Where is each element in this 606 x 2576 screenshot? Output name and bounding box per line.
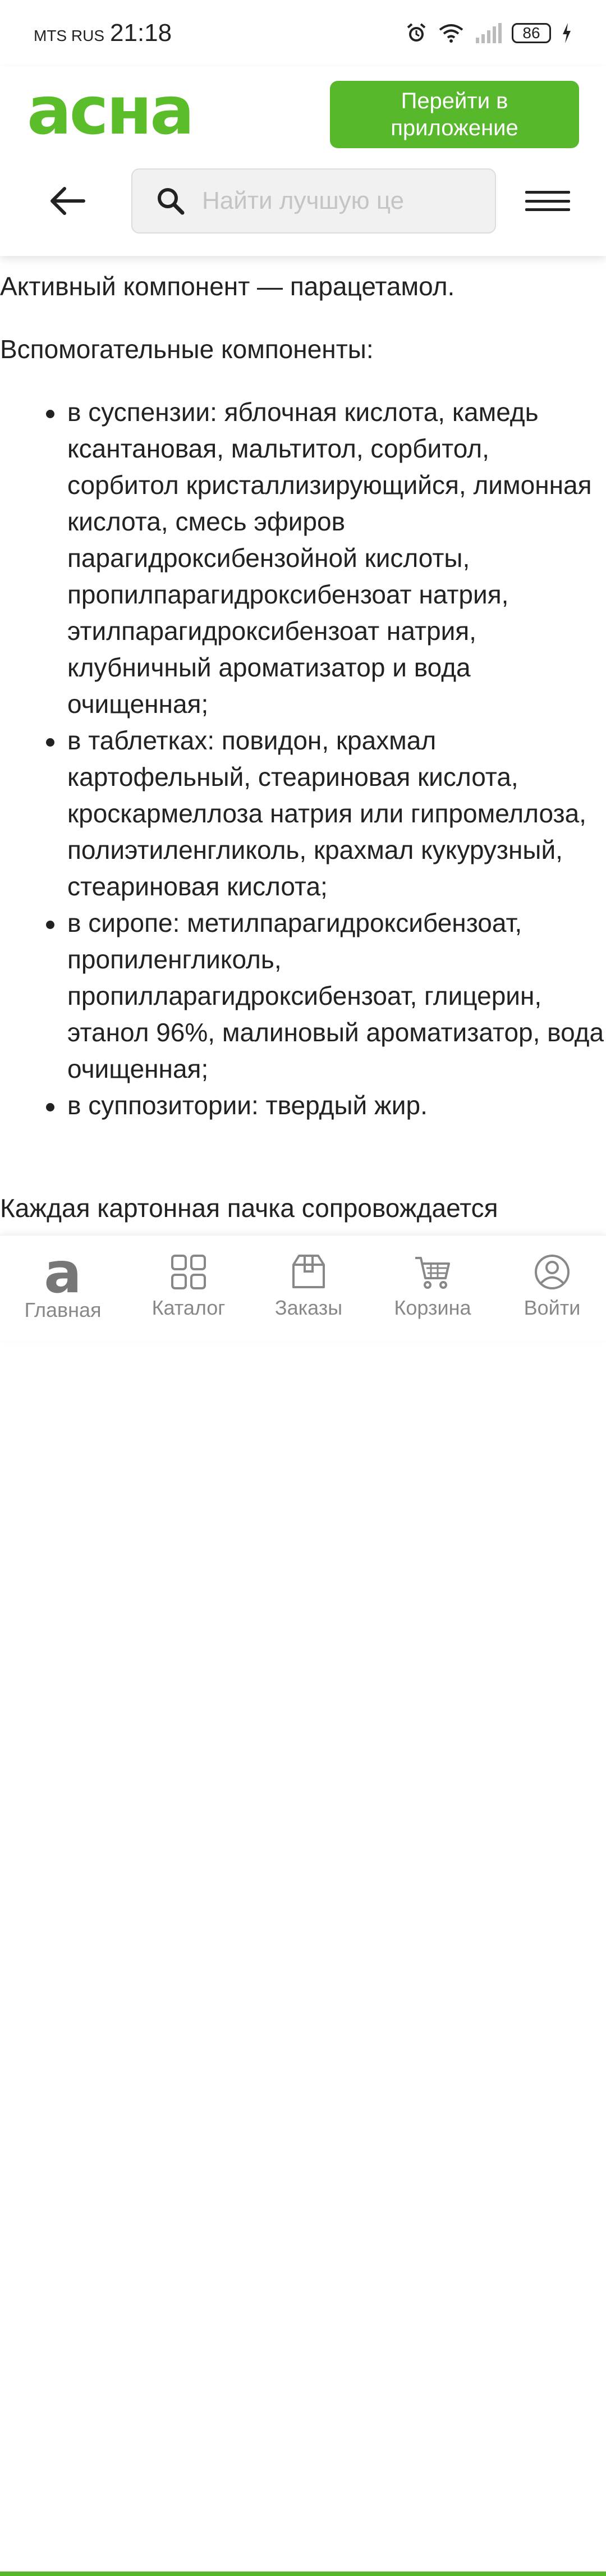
search-input[interactable]	[201, 186, 439, 216]
menu-line	[525, 208, 570, 211]
carrier-name: MTS RUS	[34, 27, 104, 44]
auxiliary-heading: Вспомогательные компоненты:	[0, 335, 374, 364]
hamburger-menu-button[interactable]	[525, 185, 570, 217]
package-text: Каждая картонная пачка сопровождается	[0, 1193, 498, 1223]
alarm-icon	[405, 22, 428, 44]
status-bar	[0, 0, 606, 66]
auxiliary-components-list	[0, 394, 606, 1124]
list-item: в суспензии: яблочная кислота, камедь ксантановая, мальтитол, сорбитол, сорбитол кристаллизирующийся, лимонная кислота, смесь эфиров парагидроксибензойной кислоты, пропилпарагидроксибензоат натрия, этилпарагидроксибензоат натрия, клубничный ароматизатор и вода очищенная;	[67, 394, 606, 722]
user-icon	[532, 1252, 572, 1292]
nav-home-label: Главная	[24, 1298, 102, 1321]
nav-catalog[interactable]	[138, 1252, 239, 1320]
list-item: в таблетках: повидон, крахмал картофельный, стеариновая кислота, кроскармеллоза натрия или гипромеллоза, полиэтиленгликоль, крахмал кукурузный, стеариновая кислота;	[67, 722, 606, 905]
nav-home[interactable]	[12, 1240, 113, 1322]
nav-catalog-label: Каталог	[152, 1296, 226, 1319]
signal-icon	[475, 22, 502, 44]
status-left	[34, 19, 172, 47]
nav-login-label: Войти	[524, 1296, 581, 1319]
menu-line	[525, 200, 570, 203]
status-icons	[405, 22, 572, 44]
list-item: в суппозитории: твердый жир.	[67, 1087, 606, 1124]
clock: 21:18	[110, 19, 172, 47]
box-icon	[289, 1252, 328, 1292]
grid-icon	[169, 1252, 208, 1292]
home-logo-icon: а	[44, 1240, 82, 1306]
accent-strip	[0, 2572, 606, 2576]
composition-section	[0, 256, 606, 1235]
open-app-button[interactable]: Перейти в приложение	[330, 81, 579, 148]
list-item: в сиропе: метилпарагидроксибензоат, пропиленгликоль, пропилларагидроксибензоат, глицерин, этанол 96%, малиновый ароматизатор, вода очищенная;	[67, 905, 606, 1087]
search-field[interactable]	[131, 168, 496, 234]
bottom-navigation	[0, 1235, 606, 1341]
nav-cart[interactable]	[382, 1252, 483, 1320]
active-component-text: Активный компонент — парацетамол.	[0, 272, 455, 301]
asna-logo[interactable]: асна	[27, 72, 192, 149]
back-button[interactable]	[45, 181, 90, 221]
arrow-left-icon	[48, 184, 87, 218]
nav-orders[interactable]	[258, 1252, 359, 1320]
battery-indicator: 86	[512, 23, 551, 43]
cart-icon	[413, 1252, 452, 1292]
nav-cart-label: Корзина	[394, 1296, 471, 1319]
wifi-icon	[438, 22, 465, 44]
nav-orders-label: Заказы	[274, 1296, 343, 1319]
menu-line	[525, 191, 570, 194]
nav-login[interactable]	[502, 1252, 603, 1320]
search-icon	[156, 186, 185, 216]
navigation-row	[0, 168, 606, 234]
charging-icon	[561, 22, 572, 44]
site-header	[0, 66, 606, 256]
